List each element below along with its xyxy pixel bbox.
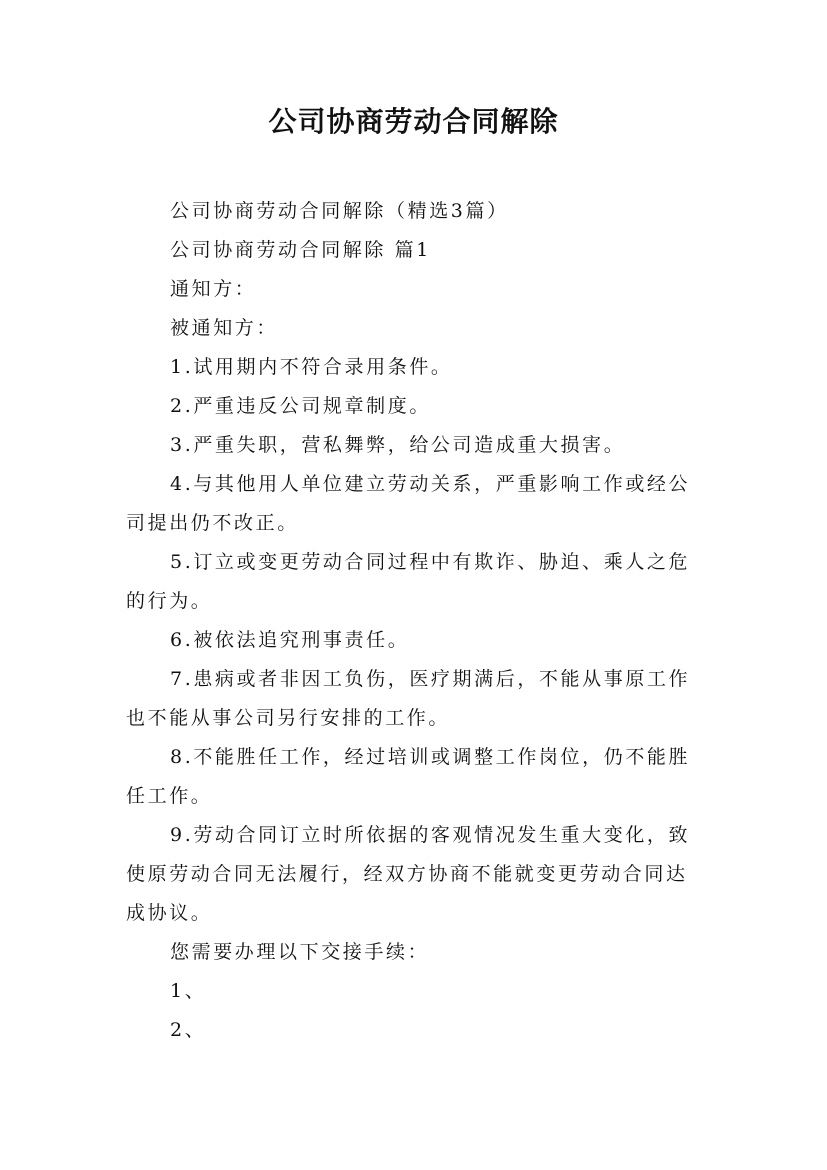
list-item: 6.被依法追究刑事责任。 (170, 629, 410, 651)
list-item: 2.严重违反公司规章制度。 (170, 395, 431, 417)
document-body (126, 192, 702, 1050)
notified-party-line: 被通知方： (170, 317, 279, 339)
subtitle-paragraph: 公司协商劳动合同解除（精选3篇） (170, 200, 509, 222)
handover-intro: 您需要办理以下交接手续： (170, 941, 430, 963)
handover-item: 2、 (170, 1019, 207, 1041)
list-item: 4.与其他用人单位建立劳动关系，严重影响工作或经公司提出仍不改正。 (126, 473, 691, 534)
list-item: 1.试用期内不符合录用条件。 (170, 356, 453, 378)
list-item: 9.劳动合同订立时所依据的客观情况发生重大变化，致使原劳动合同无法履行，经双方协商不能就变更劳动合同达成协议。 (126, 824, 691, 924)
document-title: 公司协商劳动合同解除 (268, 105, 559, 138)
list-item: 3.严重失职，营私舞弊，给公司造成重大损害。 (170, 434, 626, 456)
notifier-line: 通知方： (170, 278, 257, 300)
list-item: 5.订立或变更劳动合同过程中有欺诈、胁迫、乘人之危的行为。 (126, 551, 691, 612)
list-item: 8.不能胜任工作，经过培训或调整工作岗位，仍不能胜任工作。 (126, 746, 691, 807)
section-heading: 公司协商劳动合同解除 篇1 (170, 239, 431, 261)
list-item: 7.患病或者非因工负伤，医疗期满后，不能从事原工作也不能从事公司另行安排的工作。 (126, 668, 691, 729)
handover-item: 1、 (170, 980, 207, 1002)
